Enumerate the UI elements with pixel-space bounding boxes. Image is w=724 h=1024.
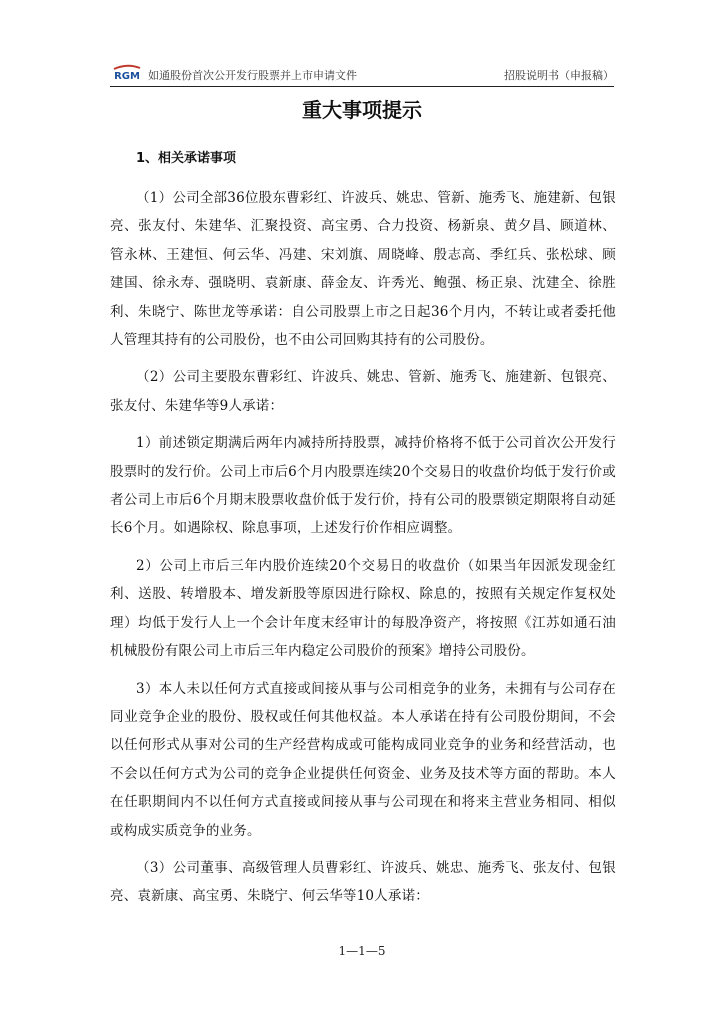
- logo-text: RGM: [114, 71, 140, 82]
- paragraph-4: 2）公司上市后三年内股价连续20个交易日的收盘价（如果当年因派发现金红利、送股、转增股本、增发新股等原因进行除权、除息的，按照有关规定作复权处理）均低于发行人上一个会计年度末经审计的每股净资产，将按照《江苏如通石油机械股份有限公司上市后三年内稳定公司股价的预案》增持公司股份。: [110, 557, 616, 660]
- document-name: 如通股份首次公开发行股票并上市申请文件: [148, 69, 357, 82]
- paragraph-2: （2）公司主要股东曹彩红、许波兵、姚忠、管新、施秀飞、施建新、包银亮、张友付、朱建华等9人承诺：: [110, 369, 616, 414]
- document-body: [110, 148, 616, 920]
- section-heading: 1、相关承诺事项: [136, 151, 237, 166]
- page-title: 重大事项提示: [302, 98, 422, 122]
- document-type: 招股说明书（申报稿）: [504, 69, 614, 82]
- paragraph-1: （1）公司全部36位股东曹彩红、许波兵、姚忠、管新、施秀飞、施建新、包银亮、张友付、朱建华、汇聚投资、高宝勇、合力投资、杨新泉、黄夕昌、顾道林、管永林、王建恒、何云华、冯建、宋刘旗、周晓峰、殷志高、季红兵、张松球、顾建国、徐永寿、强晓明、袁新康、薛金友、许秀光、鲍强、杨正泉、沈建全、徐胜利、朱晓宁、陈世龙等承诺：自公司股票上市之日起36个月内，不转让或者委托他人管理其持有的公司股份，也不由公司回购其持有的公司股份。: [110, 190, 616, 349]
- company-logo: [110, 62, 144, 84]
- page-number: 1—1—5: [338, 944, 386, 958]
- page-header: [110, 62, 614, 87]
- paragraph-5: 3）本人未以任何方式直接或间接从事与公司相竞争的业务，未拥有与公司存在同业竞争企业的股份、股权或任何其他权益。本人承诺在持有公司股份期间，不会以任何形式从事对公司的生产经营构成或可能构成同业竞争的业务和经营活动，也不会以任何方式为公司的竞争企业提供任何资金、业务及技术等方面的帮助。本人在任职期间内不以任何方式直接或间接从事与公司现在和将来主营业务相同、相似或构成实质竞争的业务。: [110, 680, 616, 839]
- paragraph-6: （3）公司董事、高级管理人员曹彩红、许波兵、姚忠、施秀飞、张友付、包银亮、袁新康、高宝勇、朱晓宁、何云华等10人承诺：: [110, 859, 616, 905]
- paragraph-3: 1）前述锁定期满后两年内减持所持股票，减持价格将不低于公司首次公开发行股票时的发行价。公司上市后6个月内股票连续20个交易日的收盘价均低于发行价或者公司上市后6个月期末股票收盘价低于发行价，持有公司的股票锁定期限将自动延长6个月。如遇除权、除息事项，上述发行价作相应调整。: [110, 435, 616, 537]
